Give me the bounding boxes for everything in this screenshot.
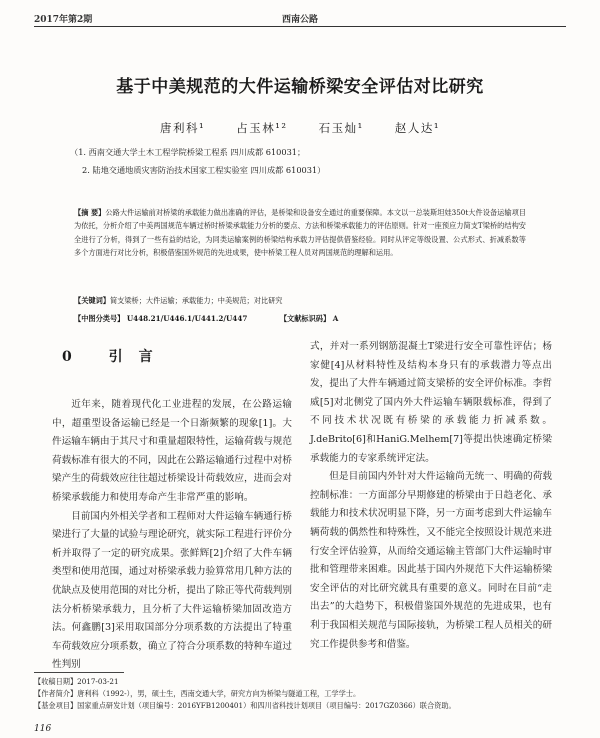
running-header [34,10,566,27]
abstract [74,206,526,260]
keywords [74,296,526,306]
paragraph: 目前国内外相关学者和工程师对大件运输车辆通行桥梁进行了大量的试验与理论研究，就实际工程进行评价分析并取得了一定的研究成果。张鲜辉[2]介绍了大件车辆类型和使用范围，通过对桥梁承载力验算常用几种方法的优缺点及使用范围的对比分析，提出了除正等代荷载判别法分析桥梁承载力，且分析了大件运输桥梁加固改造方法。何鑫鹏[3]采用取国部分分项系数的方法提出了特重车荷载效应分项系数，确立了符合分项系数的特种车道过性判别 [52,510,292,671]
section-number: 0 [62,349,88,365]
abstract-text: 公路大件运输前对桥梁的承载能力做出准确的评估，是桥梁和设备安全通过的重要保障。本文以一总装斯坦娃350t大件设备运输项目为依托，分析介绍了中美两国规范车辆过桥时桥梁承载能力分析的要点、方法和桥梁承载能力的评估原则。针对一座预应力简支T梁桥的结构安全进行了分析，得到了一些有益的结论，为同类运输案例的桥梁结构承载力评估提供借鉴经验。同时从评定等级设置、公式形式、折减系数等多个方面进行对比分析，积极借鉴国外规范的先进成果，使中桥梁工程人员对两国规范的理解和运用。 [74,208,526,258]
paragraph: 但是目前国内外针对大件运输尚无统一、明确的荷载控制标准：一方面部分早期修建的桥梁由于日趋老化、承载能力和技术状况明显下降，另一方面考虑到大件运输车辆荷载的偶然性和特殊性，又不能完全按照设计规范来进行安全评估验算，从而给交通运输主管部门大件运输时审批和管理带来困难。因此基于国内外规范下大件运输桥梁安全评估的对比研究就具有重要的意义。同时在目前“走出去”的大趋势下，积极借鉴国外规范的先进成果，也有利于我国相关规范与国际接轨，为桥梁工程人员相关的研究工作提供参考和借鉴。 [310,471,552,650]
paragraph: 式，并对一系列钢筋混凝土T梁进行安全可靠性评估；杨家健[4]从材料特性及结构本身只有的承载潜力等点出发，提出了大件车辆通过简支梁桥的安全评价标准。李哲威[5]对北侧党了国内外大件运输车辆限载标准，得到了不同技术状况既有桥梁的承载能力折减系数。J.deBrito[6]和HaniG.Melhem[7]等提出快速确定桥梁承载能力的专家系统评定法。 [310,341,552,464]
keywords-label: 【关键词】 [74,296,110,305]
paper-title: 基于中美规范的大件运输桥梁安全评估对比研究 [116,77,484,97]
doc-code-label: 【文献标识码】 [279,314,331,323]
paragraph: 近年来，随着现代化工业进程的发展，在公路运输中，超重型设备运输已经是一个日渐频繁的现象[1]。大件运输车辆由于其尺寸和重量超限特性，运输荷载与规范荷载标准有很大的不同，因此在公路运输通行过程中对桥梁产生的荷载效应往往超过桥梁设计荷载效应，进而会对桥梁承载能力和使用寿命产生非常严重的影响。 [52,399,292,503]
section-title: 引言 [108,349,169,365]
keywords-text: 简支梁桥；大件运输；承载能力；中美规范；对比研究 [109,296,283,305]
section-heading [62,346,169,366]
doc-code-value: A [332,314,339,323]
classification-line [74,314,526,324]
issue-label: 2017年第2期 [34,15,93,25]
author-list: 唐利科¹ 占玉林¹² 石玉灿¹ 赵人达¹ [159,121,440,135]
left-column [52,396,292,675]
abstract-label: 【摘 要】 [74,208,106,217]
clc-label: 【中图分类号】 [74,314,125,323]
footnote-funding: 【基金项目】国家重点研发计划（项目编号：2016YFB1200401）和四川省科技计划项目（项目编号：2017GZ0366）联合资助。 [34,701,456,710]
footnote-received: 【收稿日期】2017-03-21 [34,677,119,686]
journal-name: 西南公路 [282,15,319,25]
right-column [310,338,552,654]
page-number: 116 [34,724,52,734]
footnote-rule [34,672,124,673]
footnote-author: 【作者简介】唐利科（1992-），男，硕士生，西南交通大学，研究方向为桥梁与隧道工程，工学学士。 [34,689,361,698]
affiliation-2: 2. 陆地交通地质灾害防治技术国家工程实验室 四川成都 610031） [82,165,326,175]
affiliation-1: （1. 西南交通大学土木工程学院桥梁工程系 四川成都 610031； [70,147,306,157]
clc-value: U448.21/U446.1/U441.2/U447 [126,314,248,323]
